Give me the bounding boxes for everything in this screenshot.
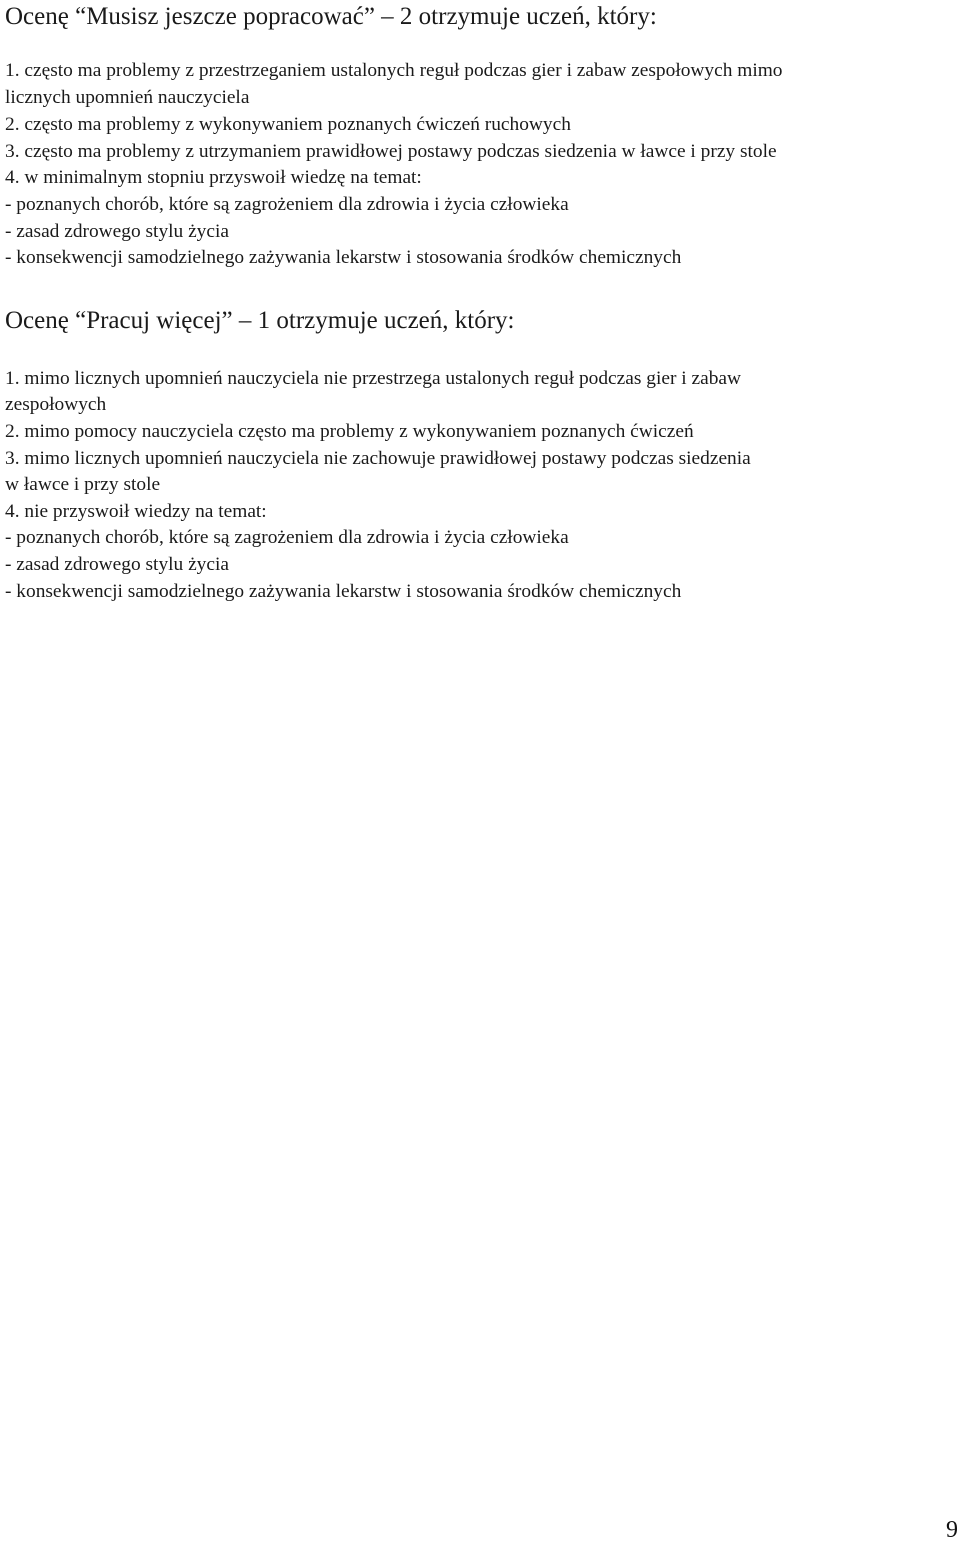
- criterion-line: 2. mimo pomocy nauczyciela często ma problemy z wykonywaniem poznanych ćwiczeń: [5, 421, 694, 442]
- criterion-line: 4. w minimalnym stopniu przyswoił wiedzę na temat:: [5, 167, 422, 188]
- criterion-line: 1. często ma problemy z przestrzeganiem ustalonych reguł podczas gier i zabaw zespołowych mimo: [5, 60, 783, 81]
- criterion-sub-line: - zasad zdrowego stylu życia: [5, 221, 229, 242]
- criterion-sub-line: - poznanych chorób, które są zagrożeniem dla zdrowia i życia człowieka: [5, 527, 569, 548]
- criterion-line: zespołowych: [5, 394, 107, 415]
- criterion-line: licznych upomnień nauczyciela: [5, 87, 250, 108]
- criterion-line: 2. często ma problemy z wykonywaniem poznanych ćwiczeń ruchowych: [5, 114, 571, 135]
- criterion-sub-line: - zasad zdrowego stylu życia: [5, 554, 229, 575]
- section-heading-grade-2: Ocenę “Musisz jeszcze popracować” – 2 otrzymuje uczeń, który:: [5, 3, 657, 30]
- criterion-line: 3. często ma problemy z utrzymaniem prawidłowej postawy podczas siedzenia w ławce i przy stole: [5, 141, 777, 162]
- criterion-sub-line: - konsekwencji samodzielnego zażywania lekarstw i stosowania środków chemicznych: [5, 581, 682, 602]
- page-number: 9: [946, 1517, 958, 1543]
- criterion-line: 1. mimo licznych upomnień nauczyciela nie przestrzega ustalonych reguł podczas gier i zabaw: [5, 368, 742, 389]
- criterion-line: w ławce i przy stole: [5, 474, 161, 495]
- criterion-sub-line: - poznanych chorób, które są zagrożeniem dla zdrowia i życia człowieka: [5, 194, 569, 215]
- section-heading-grade-1: Ocenę “Pracuj więcej” – 1 otrzymuje uczeń, który:: [5, 307, 515, 334]
- criterion-line: 3. mimo licznych upomnień nauczyciela nie zachowuje prawidłowej postawy podczas siedzenia: [5, 448, 751, 469]
- criterion-line: 4. nie przyswoił wiedzy na temat:: [5, 501, 267, 522]
- criterion-sub-line: - konsekwencji samodzielnego zażywania lekarstw i stosowania środków chemicznych: [5, 247, 682, 268]
